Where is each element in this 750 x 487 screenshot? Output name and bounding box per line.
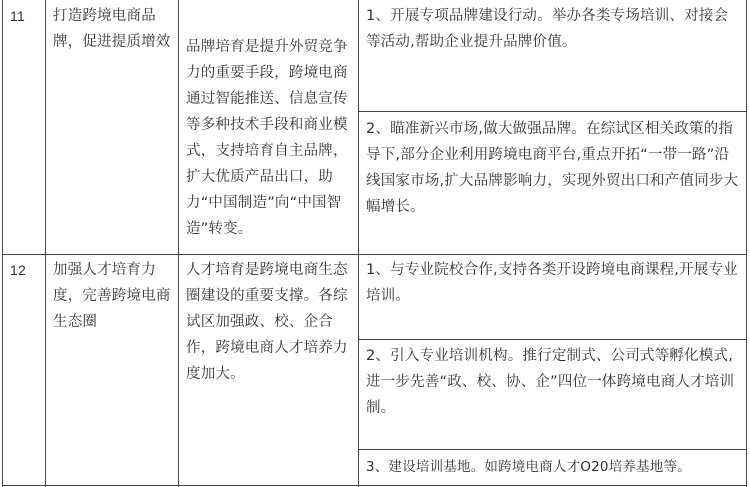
- border-col-2: [178, 0, 179, 487]
- measure-divider-11-1: [358, 111, 747, 112]
- row-11-project: 打造跨境电商品牌，促进提质增效: [53, 8, 171, 50]
- row-12-measure-1: 1、与专业院校合作,支持各类开设跨境电商课程,开展专业培训。: [366, 262, 738, 304]
- row-11-measure-1: 1、开展专项品牌建设行动。举办各类专场培训、对接会等活动,帮助企业提升品牌价值。: [366, 8, 729, 50]
- row-11-significance: 品牌培育是提升外贸竞争力的重要手段，跨境电商通过智能推送、信息宣传等多种技术手段和商业模式，支持培育自主品牌，扩大优质产品出口，助力“中国制造”向“中国智造”转变。: [186, 39, 348, 237]
- row-12-measure-2: 2、引入专业培训机构。推行定制式、公司式等孵化模式,进一步先善“政、校、协、企”四位一体跨境电商人才培训制。: [366, 348, 735, 416]
- row-11-number: 11: [10, 8, 25, 24]
- border-col-1: [45, 0, 46, 487]
- row-12-significance: 人才培育是跨境电商生态圈建设的重要支撑。各综试区加强政、校、企合作，跨境电商人才培养力度加大。: [186, 262, 348, 382]
- border-col-3: [358, 0, 359, 487]
- border-left: [2, 0, 3, 487]
- row-12-number: 12: [10, 262, 26, 278]
- measure-divider-12-2: [358, 449, 747, 450]
- border-right: [746, 0, 747, 487]
- border-bottom: [2, 485, 747, 486]
- row-11-measure-2: 2、瞄准新兴市场,做大做强品牌。在综试区相关政策的指导下,部分企业利用跨境电商平台,重点开拓“一带一路”沿线国家市场,扩大品牌影响力，实现外贸出口和产值同步大幅增长。: [366, 121, 739, 215]
- border-row-divider: [2, 254, 747, 255]
- measure-divider-12-1: [358, 339, 747, 340]
- row-12-measure-3: 3、建设培训基地。如跨境电商人才O20培养基地等。: [366, 459, 691, 475]
- row-12-project: 加强人才培育力度，完善跨境电商生态圈: [53, 262, 171, 330]
